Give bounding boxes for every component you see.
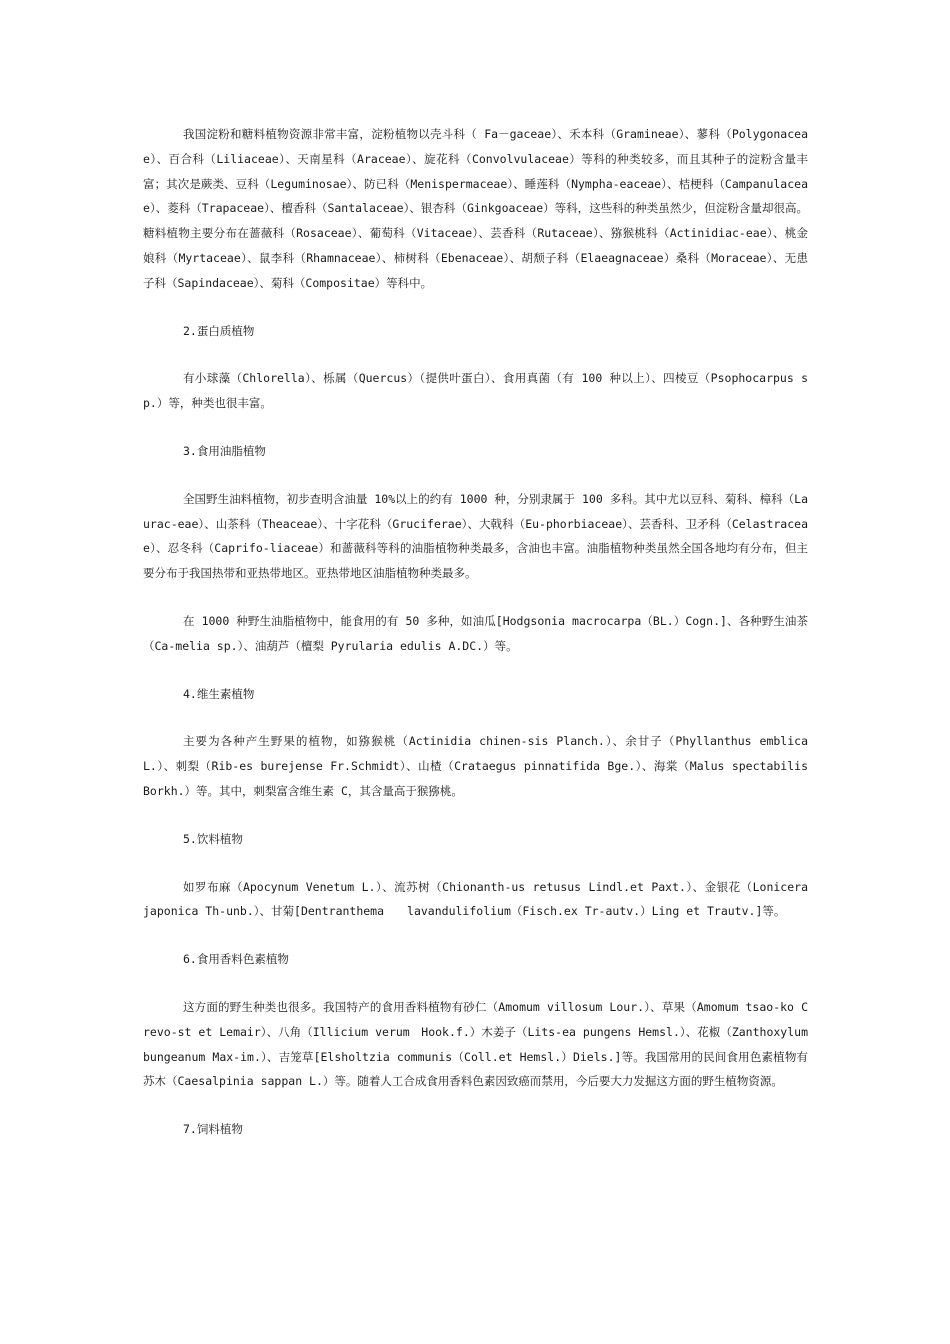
paragraph-flavor-pigment-plants: 这方面的野生种类也很多。我国特产的食用香料植物有砂仁（Amomum villosum Lour.）、草果（Amomum tsao-ko Crevo-st et Lemair）、八角（Illicium verum Hook.f.）木姜子（Lits-ea pungens Hemsl.）、花椒（Zanthoxylum bungeanum Max-im.）、吉笼草[Elsholtzia communis（Coll.et Hemsl.）Diels.]等。我国常用的民间食用色素植物有苏木（Caesalpinia sappan L.）等。随着人工合成食用香料色素因致癌而禁用，今后要大力发掘这方面的野生植物资源。 <box>143 999 808 1089</box>
heading-vitamin-plants: 4.维生素植物 <box>183 686 255 701</box>
heading-protein-plants: 2.蛋白质植物 <box>183 323 255 338</box>
spacer <box>143 1094 808 1117</box>
spacer <box>143 296 808 319</box>
paragraph-protein-plants: 有小球藻（Chlorella）、栎属（Quercus）（提供叶蛋白）、食用真菌（有 100 种以上）、四棱豆（Psophocarpus sp.）等，种类也很丰富。 <box>143 371 808 411</box>
paragraph-edible-oil-species: 在 1000 种野生油脂植物中，能食用的有 50 多种，如油瓜[Hodgsonia macrocarpa（BL.）Cogn.]、各种野生油茶（Ca-melia sp.）、油葫芦（檀梨 Pyrularia edulis A.DC.）等。 <box>143 613 808 653</box>
spacer <box>143 343 808 366</box>
spacer <box>143 586 808 609</box>
heading-flavor-pigment-plants: 6.食用香料色素植物 <box>183 952 289 967</box>
spacer <box>143 972 808 995</box>
spacer <box>143 852 808 875</box>
spacer <box>143 706 808 729</box>
paragraph-vitamin-plants: 主要为各种产生野果的植物，如猕猴桃（Actinidia chinen-sis Planch.）、余甘子（Phyllanthus emblica L.）、刺梨（Rib-es burejense Fr.Schmidt）、山楂（Crataegus pinnatifida Bge.）、海棠（Malus spectabilis Borkh.）等。其中，刺梨富含维生素 C，其含量高于猴猕桃。 <box>143 734 808 798</box>
spacer <box>143 464 808 487</box>
paragraph-beverage-plants: 如罗布麻（Apocynum Venetum L.）、流苏树（Chionanth-us retusus Lindl.et Paxt.）、金银花（Lonicera japonica Th-unb.）、甘菊[Dentranthema lavandulifolium（Fisch.ex Tr-autv.）Ling et Trautv.]等。 <box>143 879 808 919</box>
heading-edible-oil-plants: 3.食用油脂植物 <box>183 443 266 458</box>
spacer <box>143 659 808 682</box>
paragraph-starch-sugar-plants: 我国淀粉和糖料植物资源非常丰富，淀粉植物以壳斗科（ Fa－gaceae）、禾本科（Gramineae）、蓼科（Polygonaceae）、百合科（Liliaceae）、天南星科（Araceae）、旋花科（Convolvulaceae）等科的种类较多，而且其种子的淀粉含量丰富；其次是蕨类、豆科（Leguminosae）、防已科（Menispermaceae）、睡莲科（Nympha-eaceae）、桔梗科（Campanulaceae）、菱科（Trapaceae）、檀香科（Santalaceae）、银杏科（Ginkgoaceae）等科，这些科的种类虽然少，但淀粉含量却很高。糖料植物主要分布在蔷薇科（Rosaceae）、葡萄科（Vitaceae）、芸香科（Rutaceae）、猕猴桃科（Actinidiac-eae）、桃金娘科（Myrtaceae）、鼠李科（Rhamnaceae）、柿树科（Ebenaceae）、胡颓子科（Elaeagnaceae）桑科（Moraceae）、无患子科（Sapindaceae）、菊科（Compositae）等科中。 <box>143 127 808 290</box>
paragraph-wild-oil-plants: 全国野生油料植物，初步查明含油量 10%以上的约有 1000 种，分别隶属于 100 多科。其中尤以豆科、菊科、樟科（Laurac-eae）、山茶科（Theaceae）、十字花科（Gruciferae）、大戟科（Eu-phorbiaceae）、芸香科、卫矛科（Celastraceae）、忍冬科（Caprifo-liaceae）和蔷薇科等科的油脂植物种类最多，含油也丰富。油脂植物种类虽然全国各地均有分布，但主要分布于我国热带和亚热带地区。亚热带地区油脂植物种类最多。 <box>143 491 808 581</box>
spacer <box>143 804 808 827</box>
heading-beverage-plants: 5.饮料植物 <box>183 831 243 846</box>
heading-forage-plants: 7.饲料植物 <box>183 1122 243 1137</box>
spacer <box>143 924 808 947</box>
spacer <box>143 416 808 439</box>
